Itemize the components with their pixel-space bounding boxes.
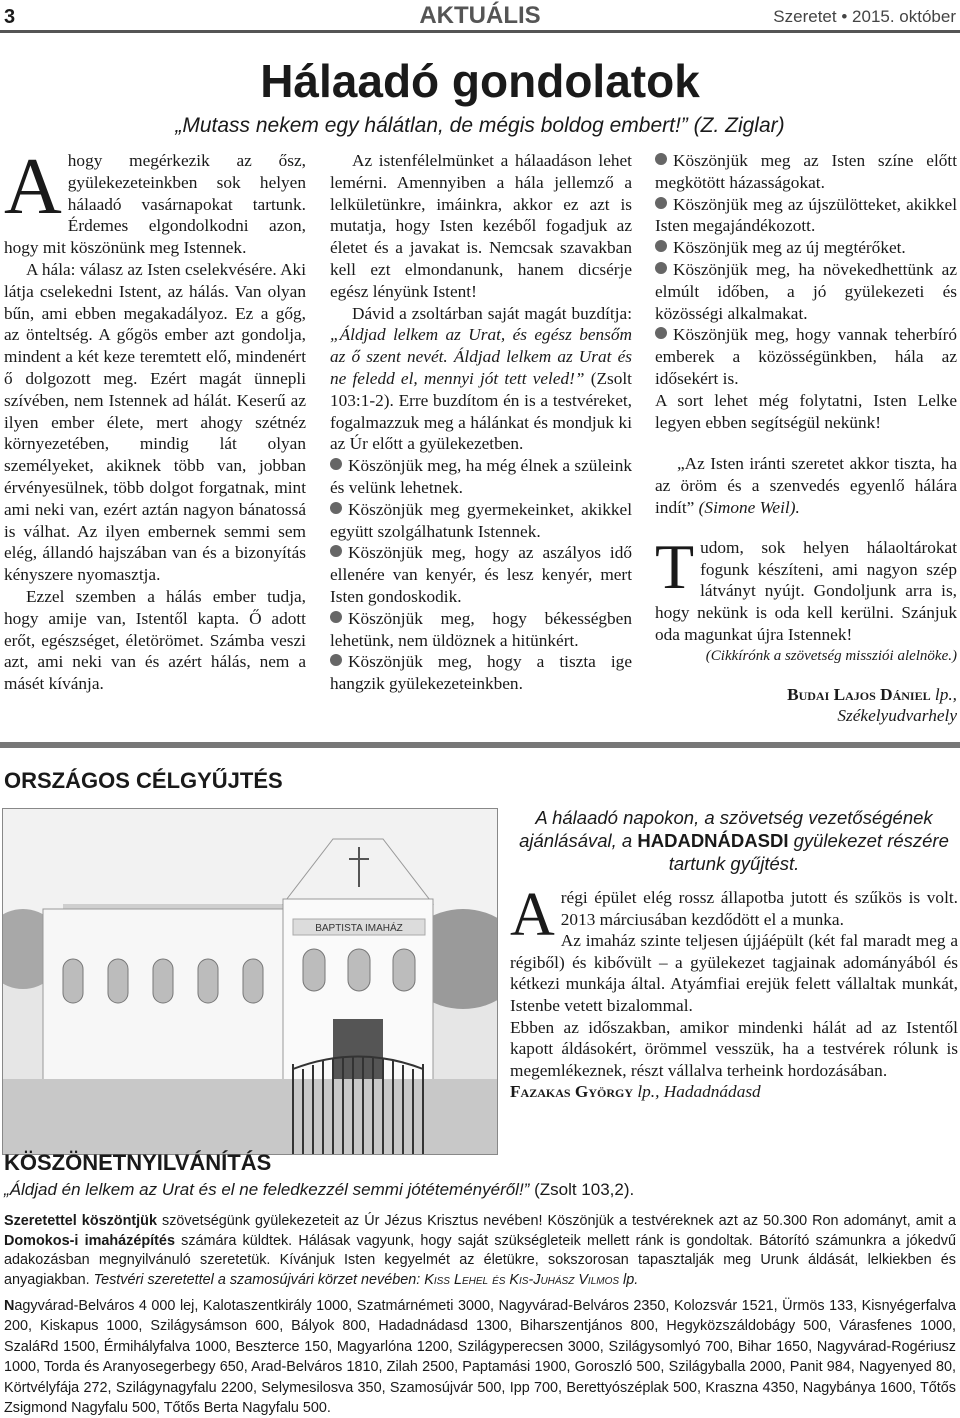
thanks-text: számára küldtek. Hálásak vagyunk, hogy saját szükségleteik mellett ránk is gondoltak. Bátorító számunkra a jókedvű adakozásban megnyilvánuló szeretetük. Kívánjuk Isten kegyelmét az életükre, sokszorosan tapasztalják meg Urunk áldását, lelkiekben és anyagiakban. (4, 1232, 957, 1288)
paragraph (330, 303, 632, 456)
paragraph-text: (Zsolt 103:1-2). Erre buzdítom én is a testvéreket, fogalmazzuk meg a hálánkat és mondjuk ki az Úr előtt a gyülekezetben. (330, 368, 632, 454)
project-name: Domokos-i imaházépítés (4, 1232, 175, 1249)
church-photo (2, 808, 498, 1155)
motto-text: „Mutass nekem egy hálátlan, de mégis boldog embert!” (Z. Ziglar) (175, 114, 785, 137)
psalm-quote: „Áldjad lelkem az Urat, és egész bensőm az ő szent nevét. Áldjad lelkem az Urat és ne feledd el, mennyi jót tett veled!” (330, 325, 632, 388)
page-number: 3 (4, 6, 16, 28)
paragraph: Az imaház szinte teljesen újjáépült (két fal maradt meg a régiből) és kibővült – a gyülekezet tagjainak adományából és kétkezi munkája által. Atyámfiai erejük felett vállaltak munkát, Istenbe vetett bizalommal. (510, 931, 958, 1015)
bullet-icon (330, 458, 342, 470)
drop-cap: A (510, 881, 555, 949)
thanks-text: szövetségünk gyülekezeteit az Úr Jézus Krisztus nevében! Köszönjük a testvéreknek azt az 50.300 Ron adományt, amit a (156, 1213, 956, 1229)
bullet-icon (330, 502, 342, 514)
paragraph-text: Dávid a zsoltárban saját magát buzdítja: (352, 303, 632, 323)
collection-article (510, 806, 958, 1103)
collection-body (510, 881, 958, 1103)
thanks-motto (4, 1180, 634, 1200)
magazine-name: Szeretet (773, 7, 837, 26)
author-suffix: lp., (930, 684, 957, 704)
bullet-text: Köszönjük meg, ha növekedhettünk az elmúlt időben, a jó gyülekezeti és közösségi alkalmakat. (655, 259, 957, 323)
article-column-2 (330, 150, 632, 695)
paragraph (510, 881, 958, 949)
separator-dot: • (841, 7, 848, 26)
author-suffix: lp., Hadadnádasd (633, 1082, 761, 1102)
donor-initial: N (4, 1298, 15, 1314)
quote-author: (Simone Weil). (694, 497, 800, 517)
bullet-text: Köszönjük meg, ha még élnek a szüleink és velünk lehetnek. (330, 456, 632, 497)
page-header (0, 0, 960, 33)
intro-text: A hálaadó napokon, a szövetség vezetőségének ajánlásával, a (519, 807, 933, 851)
quote (655, 453, 957, 518)
signoff-names: Kiss Lehel és Kis-Juhász Vilmos (424, 1271, 620, 1288)
bullet-item (330, 455, 632, 499)
section-heading-thanks: KÖSZÖNETNYILVÁNÍTÁS (4, 1150, 272, 1175)
bullet-text: Köszönjük meg az Isten színe előtt megkötött házasságokat. (655, 151, 957, 192)
motto-quote: „Áldjad én lelkem az Urat és el ne feledkezzél semmi jótéteményéről!” (4, 1180, 530, 1199)
bullet-icon (655, 240, 667, 252)
section-heading-collection: ORSZÁGOS CÉLGYŰJTÉS (4, 768, 283, 793)
bullet-text: Köszönjük meg, hogy vannak teherbíró emberek a közösségünkben, hála az idősekért is. (655, 325, 957, 388)
donor-text: agyvárad-Belváros 4 000 lej, Kalotaszentkirály 1000, Szatmárnémeti 3000, Nagyvárad-Belváros 2350, Kolozsvár 1521, Ürmös 133, Kisnyégerfalva 200, Kiskapus 1000, Szilágysámson 600, Bályok 800, Hadadnádasd 1300, Biharszentjános 800, Hegyközszáldobágy 500, Várasfenes 1000, SzaláRd 1500, Érmihályfalva 1000, Beszterce 150, Magyarlóna 1200, Szilágyperecsen 3000, Szilágysomlyó 700, Bihar 1650, Nagyvárad-Rogériusz 1000, Torda és Aranyosegerbegy 650, Arad-Belváros 1810, Zilah 2500, Paptamási 1900, Goroszló 500, Szilágyballa 2000, Panit 984, Nagyenyed 80, Körtvélyfája 272, Szilágynagyfalu 2200, Selymesilosva 350, Szamosújvár 500, Ipp 700, Berettyószéplak 500, Kraszna 4350, Nagybánya 1600, Tőtős Zsigmond Nagyfalu 500, Tőtős Berta Nagyfalu 500. (4, 1298, 956, 1417)
paragraph: Az istenfélelmünket a hálaadáson lehet lemérni. Amennyiben a hála jellemző a lelkületünkre, imáinkra, akkor ez azt is mutatja, hogy Isten kezéből fogadjuk az életet és a javakat is. Nemcsak szavakban kell ezt elmondanunk, hanem dicsérje egész lényünk Istent! (330, 151, 632, 301)
author-name: Budai Lajos Dániel (787, 684, 931, 704)
bullet-text: Köszönjük meg, hogy békességben lehetünk, nem üldöznek a hitünkért. (330, 608, 632, 650)
bullet-icon (655, 153, 667, 165)
congregation-name: HADADNÁDASDI (637, 830, 789, 851)
bullet-text: Köszönjük meg az újszülötteket, akikkel Isten megajándékozott. (655, 194, 957, 236)
bullet-item (330, 542, 632, 607)
bullet-item (655, 259, 957, 324)
article-column-1 (4, 143, 306, 695)
place-text: Székelyudvarhely (837, 706, 957, 726)
bullet-text: Köszönjük meg az új megtérőket. (673, 238, 906, 258)
donor-list (4, 1296, 956, 1418)
drop-cap: T (655, 530, 695, 602)
bullet-text: Köszönjük meg, hogy a tiszta ige hangzik gyülekezeteinkben. (330, 652, 632, 694)
motto-reference: (Zsolt 103,2). (529, 1180, 635, 1199)
signoff-text: Testvéri szeretettel a szamosújvári körzet nevében: (93, 1271, 425, 1288)
thanks-paragraph (4, 1212, 956, 1290)
author-signature (510, 1081, 958, 1103)
drop-cap: A (4, 143, 62, 231)
article-column-3 (655, 150, 957, 727)
intro-text: gyülekezet részére tartunk gyűjtést. (668, 830, 949, 874)
bullet-item (330, 499, 632, 543)
bullet-item (655, 237, 957, 259)
section-title: AKTUÁLIS (419, 2, 541, 29)
issue-date: 2015. október (852, 7, 956, 26)
issue-info (773, 7, 956, 27)
church-illustration (3, 809, 497, 1154)
thanks-lead: Szeretettel köszöntjük (4, 1213, 157, 1229)
photo-sign: BAPTISTA IMAHÁZ (315, 923, 403, 934)
bullet-icon (330, 611, 342, 623)
paragraph (4, 143, 306, 259)
collection-intro (510, 806, 958, 875)
bullet-icon (655, 262, 667, 274)
bullet-text: Köszönjük meg, hogy az aszályos idő ellenére van kenyér, és lesz kenyér, mert Isten gondoskodik. (330, 543, 632, 606)
author-signature (655, 684, 957, 706)
paragraph-text: régi épület elég rossz állapotba jutott és szűkös is volt. 2013 márciusában kezdődött el a munka. (560, 888, 958, 929)
bullet-item (655, 324, 957, 389)
bullet-icon (655, 327, 667, 339)
signoff-suffix: lp. (619, 1271, 639, 1288)
paragraph: Ezzel szemben a hálás ember tudja, hogy amije van, Istentől kapta. Ő adott erőt, egészséget, életörömet. Számba veszi azt, ami neki van és azért hálás, nem a másét kívánja. (4, 586, 306, 694)
bullet-item (330, 651, 632, 695)
note-text: (Cikkírónk a szövetség missziói alelnöke.) (705, 647, 957, 664)
author-place (655, 705, 957, 727)
paragraph (655, 530, 957, 646)
paragraph-text: hogy megérkezik az ősz, gyülekezeteinkben sok helyen hálaadó vasárnapokat tartunk. Érdemes elgondolkodni azon, hogy mit köszönünk meg Istennek. (4, 151, 306, 258)
paragraph: A sort lehet még folytatni, Isten Lelke legyen ebben segítségül nekünk! (655, 390, 957, 432)
bullet-item (655, 150, 957, 194)
author-name: Fazakas György (510, 1082, 633, 1102)
quote-text: „Az Isten iránti szeretet akkor tiszta, ha az öröm és a szenvedés egyenlő hálára indít” (655, 454, 957, 517)
paragraph: A hála: válasz az Isten cselekvésére. Aki látja cselekedni Istent, az hálás. Van olyan bűn, ami ebben megakadályoz. Ez a gőg, az önteltség. A gőgös ember azt gondolja, mindent a két keze teremtett elő, mindenért ő dolgozott meg. Ezért magát ünnepli szívében, nem Istennek ad hálát. Keserű az ilyen ember élete, mert ahogy szétnéz környezetében, mindig lát olyan személyeket, akiknek több van, jobban érvényesülnek, több dolgot forgatnak, mint ami neki van, ezért aztán nagyon bánatossá is válhat. Az ilyen embernek semmi sem elég, állandó hajszában van és a bizonyítás kényszere nyomasztja. (4, 259, 306, 585)
article-title: Hálaadó gondolatok (260, 55, 700, 107)
bullet-text: Köszönjük meg gyermekeinket, akikkel együtt szolgálhatunk Istennek. (330, 499, 632, 541)
paragraph-text: udom, sok helyen hálaoltárokat fogunk készíteni, ami nagyon szép látványt nyújt. Gondoljunk arra is, hogy nekünk is oda kell kerülni. Szánjuk oda magunkat újra Istennek! (655, 537, 957, 644)
section-divider (0, 742, 960, 748)
article-motto (0, 114, 960, 138)
bullet-icon (655, 197, 667, 209)
bullet-item (330, 608, 632, 652)
paragraph: Ebben az időszakban, amikor mindenki hálát ad az Istentől kapott áldásokért, örömmel vesszük, ha a testvérek rólunk is megemlékeznek, részt vállalva terheink hordozásában. (510, 1017, 958, 1080)
bullet-icon (330, 545, 342, 557)
bullet-icon (330, 654, 342, 666)
bullet-item (655, 194, 957, 238)
author-note (655, 646, 957, 668)
